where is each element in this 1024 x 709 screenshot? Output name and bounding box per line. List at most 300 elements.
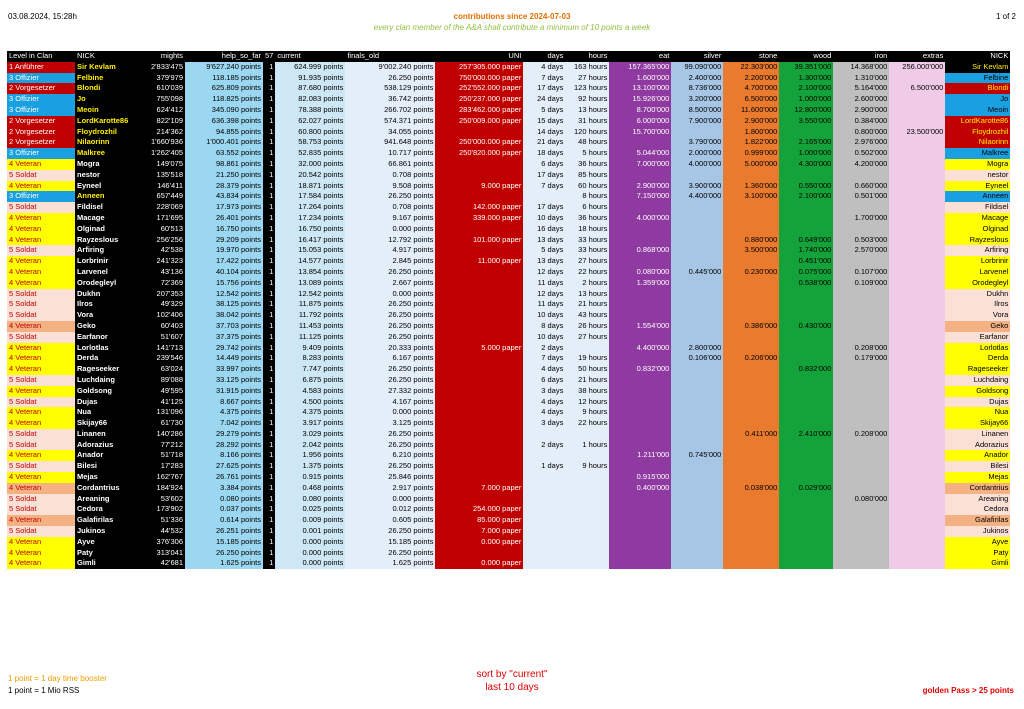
cell-current: 0.468 points: [275, 483, 345, 494]
cell-extras: [889, 526, 945, 537]
cell-days: 7 days: [523, 181, 565, 192]
contributions-table: [7, 51, 1010, 569]
cell-level: 5 Soldat: [7, 299, 75, 310]
cell-nick-right: Olginad: [945, 224, 1010, 235]
cell-nick-right: Bilesi: [945, 461, 1010, 472]
cell-count: 1: [263, 137, 275, 148]
cell-stone: [723, 386, 779, 397]
cell-hours: 120 hours: [565, 127, 609, 138]
cell-days: 1 days: [523, 461, 565, 472]
cell-help: 40.104 points: [185, 267, 263, 278]
cell-current: 11.125 points: [275, 332, 345, 343]
cell-level: 2 Vorgesetzer: [7, 83, 75, 94]
cell-wood: 0.430'000: [779, 321, 833, 332]
cell-extras: [889, 537, 945, 548]
cell-extras: [889, 170, 945, 181]
cell-count: 1: [263, 310, 275, 321]
cell-hours: [565, 450, 609, 461]
cell-extras: 256.000'000: [889, 62, 945, 73]
cell-extras: [889, 278, 945, 289]
cell-finals-old: 26.250 points: [345, 429, 435, 440]
cell-finals-old: 4.167 points: [345, 397, 435, 408]
cell-nick: Malkree: [75, 148, 137, 159]
cell-mights: 146'411: [137, 181, 185, 192]
table-row: [7, 472, 1010, 483]
cell-eat: 0.080'000: [609, 267, 671, 278]
cell-eat: [609, 504, 671, 515]
cell-nick-right: Adorazius: [945, 440, 1010, 451]
cell-uni: 254.000 paper: [435, 504, 523, 515]
cell-help: 37.703 points: [185, 321, 263, 332]
cell-silver: [671, 364, 723, 375]
cell-eat: 7.000'000: [609, 159, 671, 170]
cell-hours: 22 hours: [565, 267, 609, 278]
cell-finals-old: 0.000 points: [345, 407, 435, 418]
cell-mights: 49'595: [137, 386, 185, 397]
cell-finals-old: 2.917 points: [345, 483, 435, 494]
report-datetime: 03.08.2024, 15:28h: [8, 12, 77, 21]
cell-nick: LordKarotte86: [75, 116, 137, 127]
cell-nick-right: nestor: [945, 170, 1010, 181]
cell-silver: [671, 397, 723, 408]
cell-hours: 13 hours: [565, 105, 609, 116]
cell-mights: 162'767: [137, 472, 185, 483]
cell-days: 11 days: [523, 278, 565, 289]
cell-uni: [435, 245, 523, 256]
cell-current: 32.000 points: [275, 159, 345, 170]
cell-hours: 123 hours: [565, 83, 609, 94]
cell-current: 0.001 points: [275, 526, 345, 537]
cell-count: 1: [263, 159, 275, 170]
cell-eat: 1.600'000: [609, 73, 671, 84]
cell-nick: Dukhn: [75, 289, 137, 300]
table-row: [7, 245, 1010, 256]
cell-current: 87.680 points: [275, 83, 345, 94]
col-uni: UNI: [435, 51, 523, 62]
cell-uni: [435, 461, 523, 472]
cell-stone: 0.411'000: [723, 429, 779, 440]
cell-count: 1: [263, 278, 275, 289]
cell-nick-right: Ayve: [945, 537, 1010, 548]
table-row: [7, 407, 1010, 418]
cell-level: 5 Soldat: [7, 429, 75, 440]
cell-days: [523, 429, 565, 440]
cell-level: 4 Veteran: [7, 515, 75, 526]
cell-eat: [609, 429, 671, 440]
cell-extras: [889, 353, 945, 364]
cell-hours: 31 hours: [565, 116, 609, 127]
col-eat: eat: [609, 51, 671, 62]
cell-help: 29.742 points: [185, 343, 263, 354]
cell-extras: [889, 558, 945, 569]
cell-current: 17.234 points: [275, 213, 345, 224]
cell-days: 5 days: [523, 105, 565, 116]
cell-count: 1: [263, 429, 275, 440]
cell-hours: 21 hours: [565, 375, 609, 386]
cell-mights: 42'681: [137, 558, 185, 569]
cell-stone: 0.206'000: [723, 353, 779, 364]
cell-days: 13 days: [523, 235, 565, 246]
sort-note: [0, 668, 1024, 694]
table-row: [7, 494, 1010, 505]
cell-wood: 1.300'000: [779, 73, 833, 84]
cell-hours: 21 hours: [565, 299, 609, 310]
cell-uni: 750'000.000 paper: [435, 73, 523, 84]
cell-level: 4 Veteran: [7, 256, 75, 267]
cell-eat: [609, 407, 671, 418]
cell-help: 16.750 points: [185, 224, 263, 235]
cell-days: 2 days: [523, 343, 565, 354]
cell-silver: [671, 558, 723, 569]
cell-silver: [671, 332, 723, 343]
cell-count: 1: [263, 83, 275, 94]
cell-finals-old: 26.250 points: [345, 191, 435, 202]
cell-nick: Cordantrius: [75, 483, 137, 494]
cell-eat: [609, 515, 671, 526]
cell-help: 63.552 points: [185, 148, 263, 159]
cell-nick: Jo: [75, 94, 137, 105]
cell-level: 4 Veteran: [7, 407, 75, 418]
cell-level: 4 Veteran: [7, 450, 75, 461]
cell-nick-right: Areaning: [945, 494, 1010, 505]
cell-stone: 6.500'000: [723, 94, 779, 105]
cell-iron: [833, 407, 889, 418]
cell-count: 1: [263, 94, 275, 105]
cell-extras: [889, 137, 945, 148]
cell-count: 1: [263, 537, 275, 548]
cell-extras: [889, 235, 945, 246]
cell-help: 19.970 points: [185, 245, 263, 256]
cell-count: 1: [263, 321, 275, 332]
cell-nick-right: Rageseeker: [945, 364, 1010, 375]
table-row: [7, 537, 1010, 548]
cell-wood: 2.100'000: [779, 83, 833, 94]
table-row: [7, 235, 1010, 246]
cell-uni: [435, 375, 523, 386]
table-row: [7, 191, 1010, 202]
cell-current: 4.375 points: [275, 407, 345, 418]
cell-help: 12.542 points: [185, 289, 263, 300]
cell-uni: 7.000 paper: [435, 483, 523, 494]
cell-nick-right: Lorlotlas: [945, 343, 1010, 354]
cell-help: 8.166 points: [185, 450, 263, 461]
cell-level: 5 Soldat: [7, 202, 75, 213]
cell-stone: 3.500'000: [723, 245, 779, 256]
cell-mights: 140'286: [137, 429, 185, 440]
cell-eat: [609, 202, 671, 213]
cell-level: 4 Veteran: [7, 181, 75, 192]
cell-finals-old: 2.667 points: [345, 278, 435, 289]
cell-uni: [435, 364, 523, 375]
cell-nick: Mejas: [75, 472, 137, 483]
cell-finals-old: 574.371 points: [345, 116, 435, 127]
cell-current: 624.999 points: [275, 62, 345, 73]
table-row: [7, 148, 1010, 159]
table-row: [7, 202, 1010, 213]
cell-eat: 0.915'000: [609, 472, 671, 483]
cell-mights: 214'362: [137, 127, 185, 138]
cell-current: 0.009 points: [275, 515, 345, 526]
cell-mights: 43'136: [137, 267, 185, 278]
cell-current: 82.083 points: [275, 94, 345, 105]
cell-current: 1.956 points: [275, 450, 345, 461]
cell-level: 5 Soldat: [7, 310, 75, 321]
cell-wood: [779, 526, 833, 537]
cell-help: 8.667 points: [185, 397, 263, 408]
cell-extras: [889, 429, 945, 440]
cell-uni: [435, 397, 523, 408]
cell-uni: [435, 299, 523, 310]
cell-eat: [609, 418, 671, 429]
cell-eat: [609, 332, 671, 343]
cell-nick-right: Rayzeslous: [945, 235, 1010, 246]
cell-iron: [833, 397, 889, 408]
cell-iron: 2.976'000: [833, 137, 889, 148]
cell-wood: 1.000'000: [779, 94, 833, 105]
cell-extras: 6.500'000: [889, 83, 945, 94]
cell-silver: 8.500'000: [671, 105, 723, 116]
cell-help: 4.375 points: [185, 407, 263, 418]
cell-eat: 1.554'000: [609, 321, 671, 332]
cell-help: 0.037 points: [185, 504, 263, 515]
cell-eat: [609, 558, 671, 569]
cell-eat: 1.359'000: [609, 278, 671, 289]
cell-days: 21 days: [523, 137, 565, 148]
cell-iron: 5.164'000: [833, 83, 889, 94]
cell-help: 15.185 points: [185, 537, 263, 548]
cell-nick: Linanen: [75, 429, 137, 440]
cell-current: 17.584 points: [275, 191, 345, 202]
cell-nick: Rageseeker: [75, 364, 137, 375]
cell-wood: [779, 299, 833, 310]
cell-mights: 171'695: [137, 213, 185, 224]
cell-iron: [833, 386, 889, 397]
cell-count: 1: [263, 127, 275, 138]
cell-iron: [833, 504, 889, 515]
table-row: [7, 429, 1010, 440]
cell-silver: 99.090'000: [671, 62, 723, 73]
cell-nick-right: Eyneel: [945, 181, 1010, 192]
cell-eat: [609, 537, 671, 548]
table-row: [7, 267, 1010, 278]
cell-hours: [565, 526, 609, 537]
cell-uni: 250'000.000 paper: [435, 137, 523, 148]
cell-days: [523, 526, 565, 537]
cell-wood: 0.649'000: [779, 235, 833, 246]
cell-mights: 51'718: [137, 450, 185, 461]
cell-silver: [671, 386, 723, 397]
cell-mights: 624'412: [137, 105, 185, 116]
cell-wood: 4.300'000: [779, 159, 833, 170]
cell-uni: [435, 418, 523, 429]
cell-extras: [889, 548, 945, 559]
cell-wood: [779, 170, 833, 181]
cell-extras: 23.500'000: [889, 127, 945, 138]
cell-eat: [609, 461, 671, 472]
cell-count: 1: [263, 440, 275, 451]
cell-finals-old: 10.717 points: [345, 148, 435, 159]
cell-nick: Geko: [75, 321, 137, 332]
cell-mights: 657'449: [137, 191, 185, 202]
cell-finals-old: 25.846 points: [345, 472, 435, 483]
cell-extras: [889, 440, 945, 451]
cell-wood: 2.100'000: [779, 191, 833, 202]
cell-silver: 4.400'000: [671, 191, 723, 202]
cell-current: 0.000 points: [275, 548, 345, 559]
cell-iron: [833, 289, 889, 300]
cell-eat: 4.400'000: [609, 343, 671, 354]
cell-mights: 131'096: [137, 407, 185, 418]
cell-nick-right: Vora: [945, 310, 1010, 321]
cell-wood: [779, 548, 833, 559]
cell-wood: [779, 310, 833, 321]
cell-silver: [671, 461, 723, 472]
cell-count: 1: [263, 332, 275, 343]
cell-silver: 3.900'000: [671, 181, 723, 192]
cell-nick-right: Felbine: [945, 73, 1010, 84]
cell-nick: Dujas: [75, 397, 137, 408]
cell-nick-right: Ilros: [945, 299, 1010, 310]
cell-level: 4 Veteran: [7, 558, 75, 569]
table-row: [7, 558, 1010, 569]
cell-stone: 5.000'000: [723, 159, 779, 170]
cell-help: 94.855 points: [185, 127, 263, 138]
cell-days: 12 days: [523, 267, 565, 278]
cell-level: 5 Soldat: [7, 440, 75, 451]
col-nick-right: NICK: [945, 51, 1010, 62]
cell-silver: [671, 548, 723, 559]
cell-days: 10 days: [523, 213, 565, 224]
note-time-booster: 1 point = 1 day time booster: [8, 674, 107, 683]
cell-help: 33.125 points: [185, 375, 263, 386]
cell-nick: nestor: [75, 170, 137, 181]
cell-extras: [889, 450, 945, 461]
cell-wood: [779, 343, 833, 354]
cell-stone: 0.999'000: [723, 148, 779, 159]
cell-silver: [671, 407, 723, 418]
cell-help: 38.042 points: [185, 310, 263, 321]
cell-nick-right: Mogra: [945, 159, 1010, 170]
table-row: [7, 483, 1010, 494]
cell-nick-right: Skijay66: [945, 418, 1010, 429]
golden-pass-note: golden Pass > 25 points: [922, 686, 1014, 695]
cell-iron: [833, 375, 889, 386]
cell-help: 31.915 points: [185, 386, 263, 397]
cell-finals-old: 1.625 points: [345, 558, 435, 569]
cell-level: 5 Soldat: [7, 397, 75, 408]
sort-by-label: sort by "current": [476, 669, 548, 680]
cell-stone: [723, 256, 779, 267]
table-row: [7, 332, 1010, 343]
cell-mights: 17'283: [137, 461, 185, 472]
table-row: [7, 418, 1010, 429]
cell-help: 1.625 points: [185, 558, 263, 569]
cell-mights: 207'353: [137, 289, 185, 300]
table-row: [7, 397, 1010, 408]
cell-level: 4 Veteran: [7, 418, 75, 429]
cell-days: 17 days: [523, 202, 565, 213]
cell-help: 28.292 points: [185, 440, 263, 451]
cell-wood: 39.351'000: [779, 62, 833, 73]
cell-extras: [889, 461, 945, 472]
cell-uni: [435, 332, 523, 343]
cell-help: 43.834 points: [185, 191, 263, 202]
report-header: [0, 12, 1024, 32]
cell-silver: 3.200'000: [671, 94, 723, 105]
cell-mights: 610'039: [137, 83, 185, 94]
cell-extras: [889, 332, 945, 343]
cell-eat: 0.400'000: [609, 483, 671, 494]
cell-silver: [671, 213, 723, 224]
cell-uni: 9.000 paper: [435, 181, 523, 192]
cell-uni: [435, 450, 523, 461]
cell-stone: [723, 472, 779, 483]
cell-help: 118.825 points: [185, 94, 263, 105]
cell-wood: 2.165'000: [779, 137, 833, 148]
cell-level: 5 Soldat: [7, 504, 75, 515]
cell-count: 1: [263, 289, 275, 300]
cell-finals-old: 266.702 points: [345, 105, 435, 116]
cell-eat: 15.700'000: [609, 127, 671, 138]
cell-stone: [723, 494, 779, 505]
cell-finals-old: 26.250 points: [345, 332, 435, 343]
table-row: [7, 364, 1010, 375]
cell-uni: [435, 407, 523, 418]
cell-current: 91.935 points: [275, 73, 345, 84]
cell-days: 13 days: [523, 256, 565, 267]
cell-silver: 0.106'000: [671, 353, 723, 364]
cell-finals-old: 26.250 points: [345, 364, 435, 375]
cell-extras: [889, 472, 945, 483]
cell-silver: [671, 515, 723, 526]
cell-count: 1: [263, 170, 275, 181]
cell-level: 3 Offizier: [7, 148, 75, 159]
cell-extras: [889, 515, 945, 526]
cell-mights: 41'125: [137, 397, 185, 408]
cell-silver: [671, 245, 723, 256]
cell-iron: 0.503'000: [833, 235, 889, 246]
cell-level: 2 Vorgesetzer: [7, 137, 75, 148]
cell-nick: Skijay66: [75, 418, 137, 429]
cell-mights: 42'538: [137, 245, 185, 256]
cell-level: 4 Veteran: [7, 213, 75, 224]
cell-extras: [889, 494, 945, 505]
cell-wood: [779, 450, 833, 461]
cell-wood: [779, 504, 833, 515]
cell-current: 9.409 points: [275, 343, 345, 354]
cell-current: 14.577 points: [275, 256, 345, 267]
cell-nick: Nilaorinn: [75, 137, 137, 148]
cell-extras: [889, 105, 945, 116]
cell-wood: [779, 461, 833, 472]
col-level: Level in Clan: [7, 51, 75, 62]
cell-uni: [435, 429, 523, 440]
cell-mights: 2'833'475: [137, 62, 185, 73]
cell-nick-right: Anneen: [945, 191, 1010, 202]
cell-mights: 755'098: [137, 94, 185, 105]
page-number: 1 of 2: [995, 12, 1016, 21]
cell-iron: 0.502'000: [833, 148, 889, 159]
cell-finals-old: 0.012 points: [345, 504, 435, 515]
cell-level: 5 Soldat: [7, 245, 75, 256]
cell-stone: [723, 504, 779, 515]
cell-count: 1: [263, 267, 275, 278]
col-silver: silver: [671, 51, 723, 62]
cell-eat: 4.000'000: [609, 213, 671, 224]
col-nick: NICK: [75, 51, 137, 62]
cell-silver: [671, 321, 723, 332]
cell-wood: 2.410'000: [779, 429, 833, 440]
